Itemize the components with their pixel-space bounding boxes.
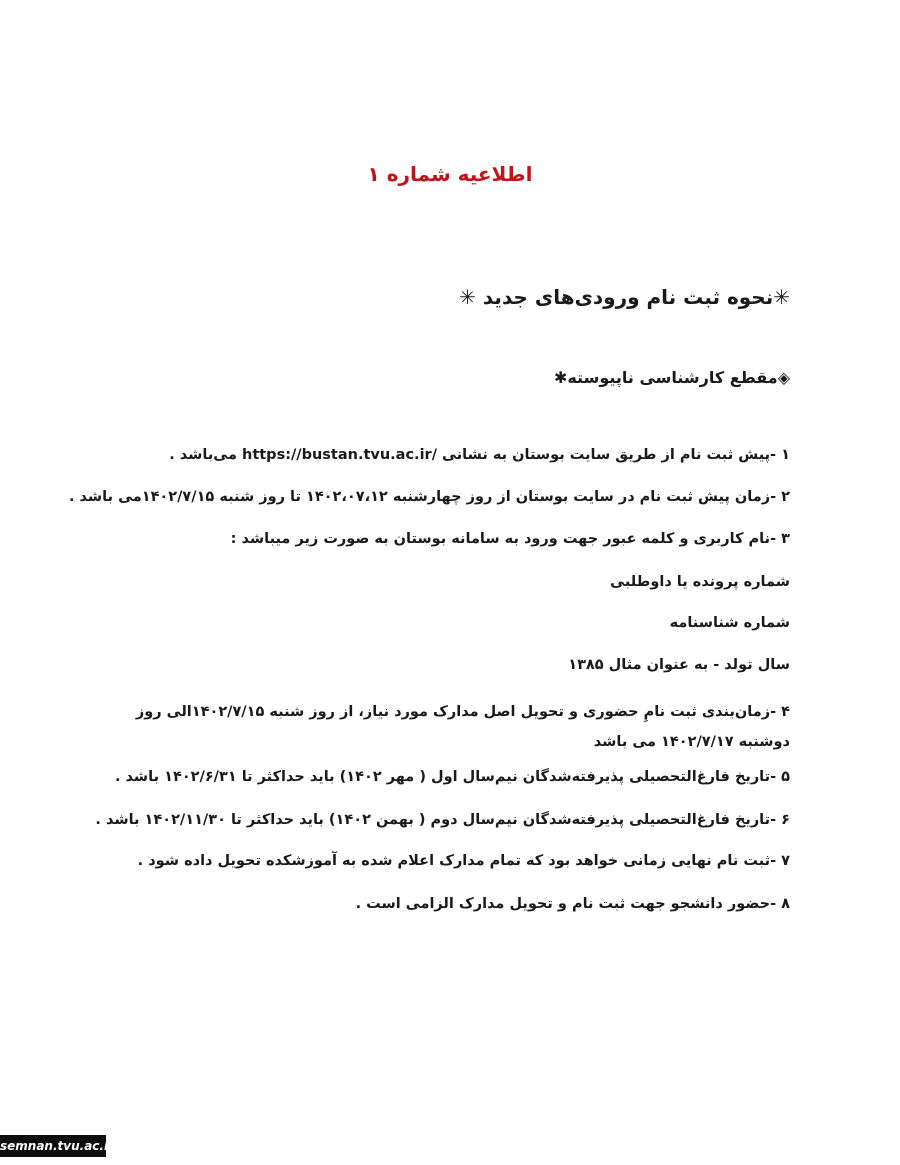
announcement-title: اطلاعیه شماره ۱ — [367, 162, 533, 186]
item-1-prefix: ۱ -پیش ثبت نام از طریق سایت بوستان به نشانی — [437, 447, 790, 463]
item-3-sub-file-number: شماره پرونده یا داوطلبی — [610, 574, 790, 590]
item-1 — [169, 447, 790, 463]
item-4: ۴ -زمان‌بندی ثبت نامِ حضوری و تحویل اصل مدارک مورد نیاز، از روز شنبه ۱۴۰۲/۷/۱۵الی روز دوشنبه ۱۴۰۲/۷/۱۷ می باشد — [135, 704, 790, 750]
item-6: ۶ -تاریخ فارغ‌التحصیلی پذیرفته‌شدگان نیم‌سال دوم ( بهمن ۱۴۰۲) باید حداکثر تا ۱۴۰۲/۱۱/۳۰ باشد . — [95, 812, 790, 828]
item-7: ۷ -ثبت نام نهایی زمانی خواهد بود که تمام مدارک اعلام شده به آموزشکده تحویل داده شود . — [137, 853, 790, 869]
section-subheading: ◈مقطع کارشناسی ناپیوسته✱ — [553, 368, 790, 387]
site-footer-badge: semnan.tvu.ac.ir — [0, 1135, 106, 1157]
item-3-sub-id-number: شماره شناسنامه — [669, 615, 790, 631]
item-3: ۳ -نام کاربری و کلمه عبور جهت ورود به سامانه بوستان به صورت زیر میباشد : — [230, 531, 790, 547]
bustan-url-link[interactable]: https://bustan.tvu.ac.ir/ — [242, 447, 437, 463]
item-8: ۸ -حضور دانشجو جهت ثبت نام و تحویل مدارک الزامی است . — [355, 896, 790, 912]
item-1-suffix: می‌باشد . — [169, 447, 242, 463]
section-heading: ✳نحوه ثبت نام ورودی‌های جدید ✳ — [459, 285, 790, 309]
item-3-sub-birth-year: سال تولد - به عنوان مثال ۱۳۸۵ — [568, 657, 790, 673]
item-5: ۵ -تاریخ فارغ‌التحصیلی پذیرفته‌شدگان نیم‌سال اول ( مهر ۱۴۰۲) باید حداکثر تا ۱۴۰۲/۶/۳۱ باشد . — [114, 769, 790, 785]
item-2: ۲ -زمان پیش ثبت نام در سایت بوستان از روز چهارشنبه ۱۴۰۲،۰۷،۱۲ تا روز شنبه ۱۴۰۲/۷/۱۵می باشد . — [68, 489, 790, 505]
